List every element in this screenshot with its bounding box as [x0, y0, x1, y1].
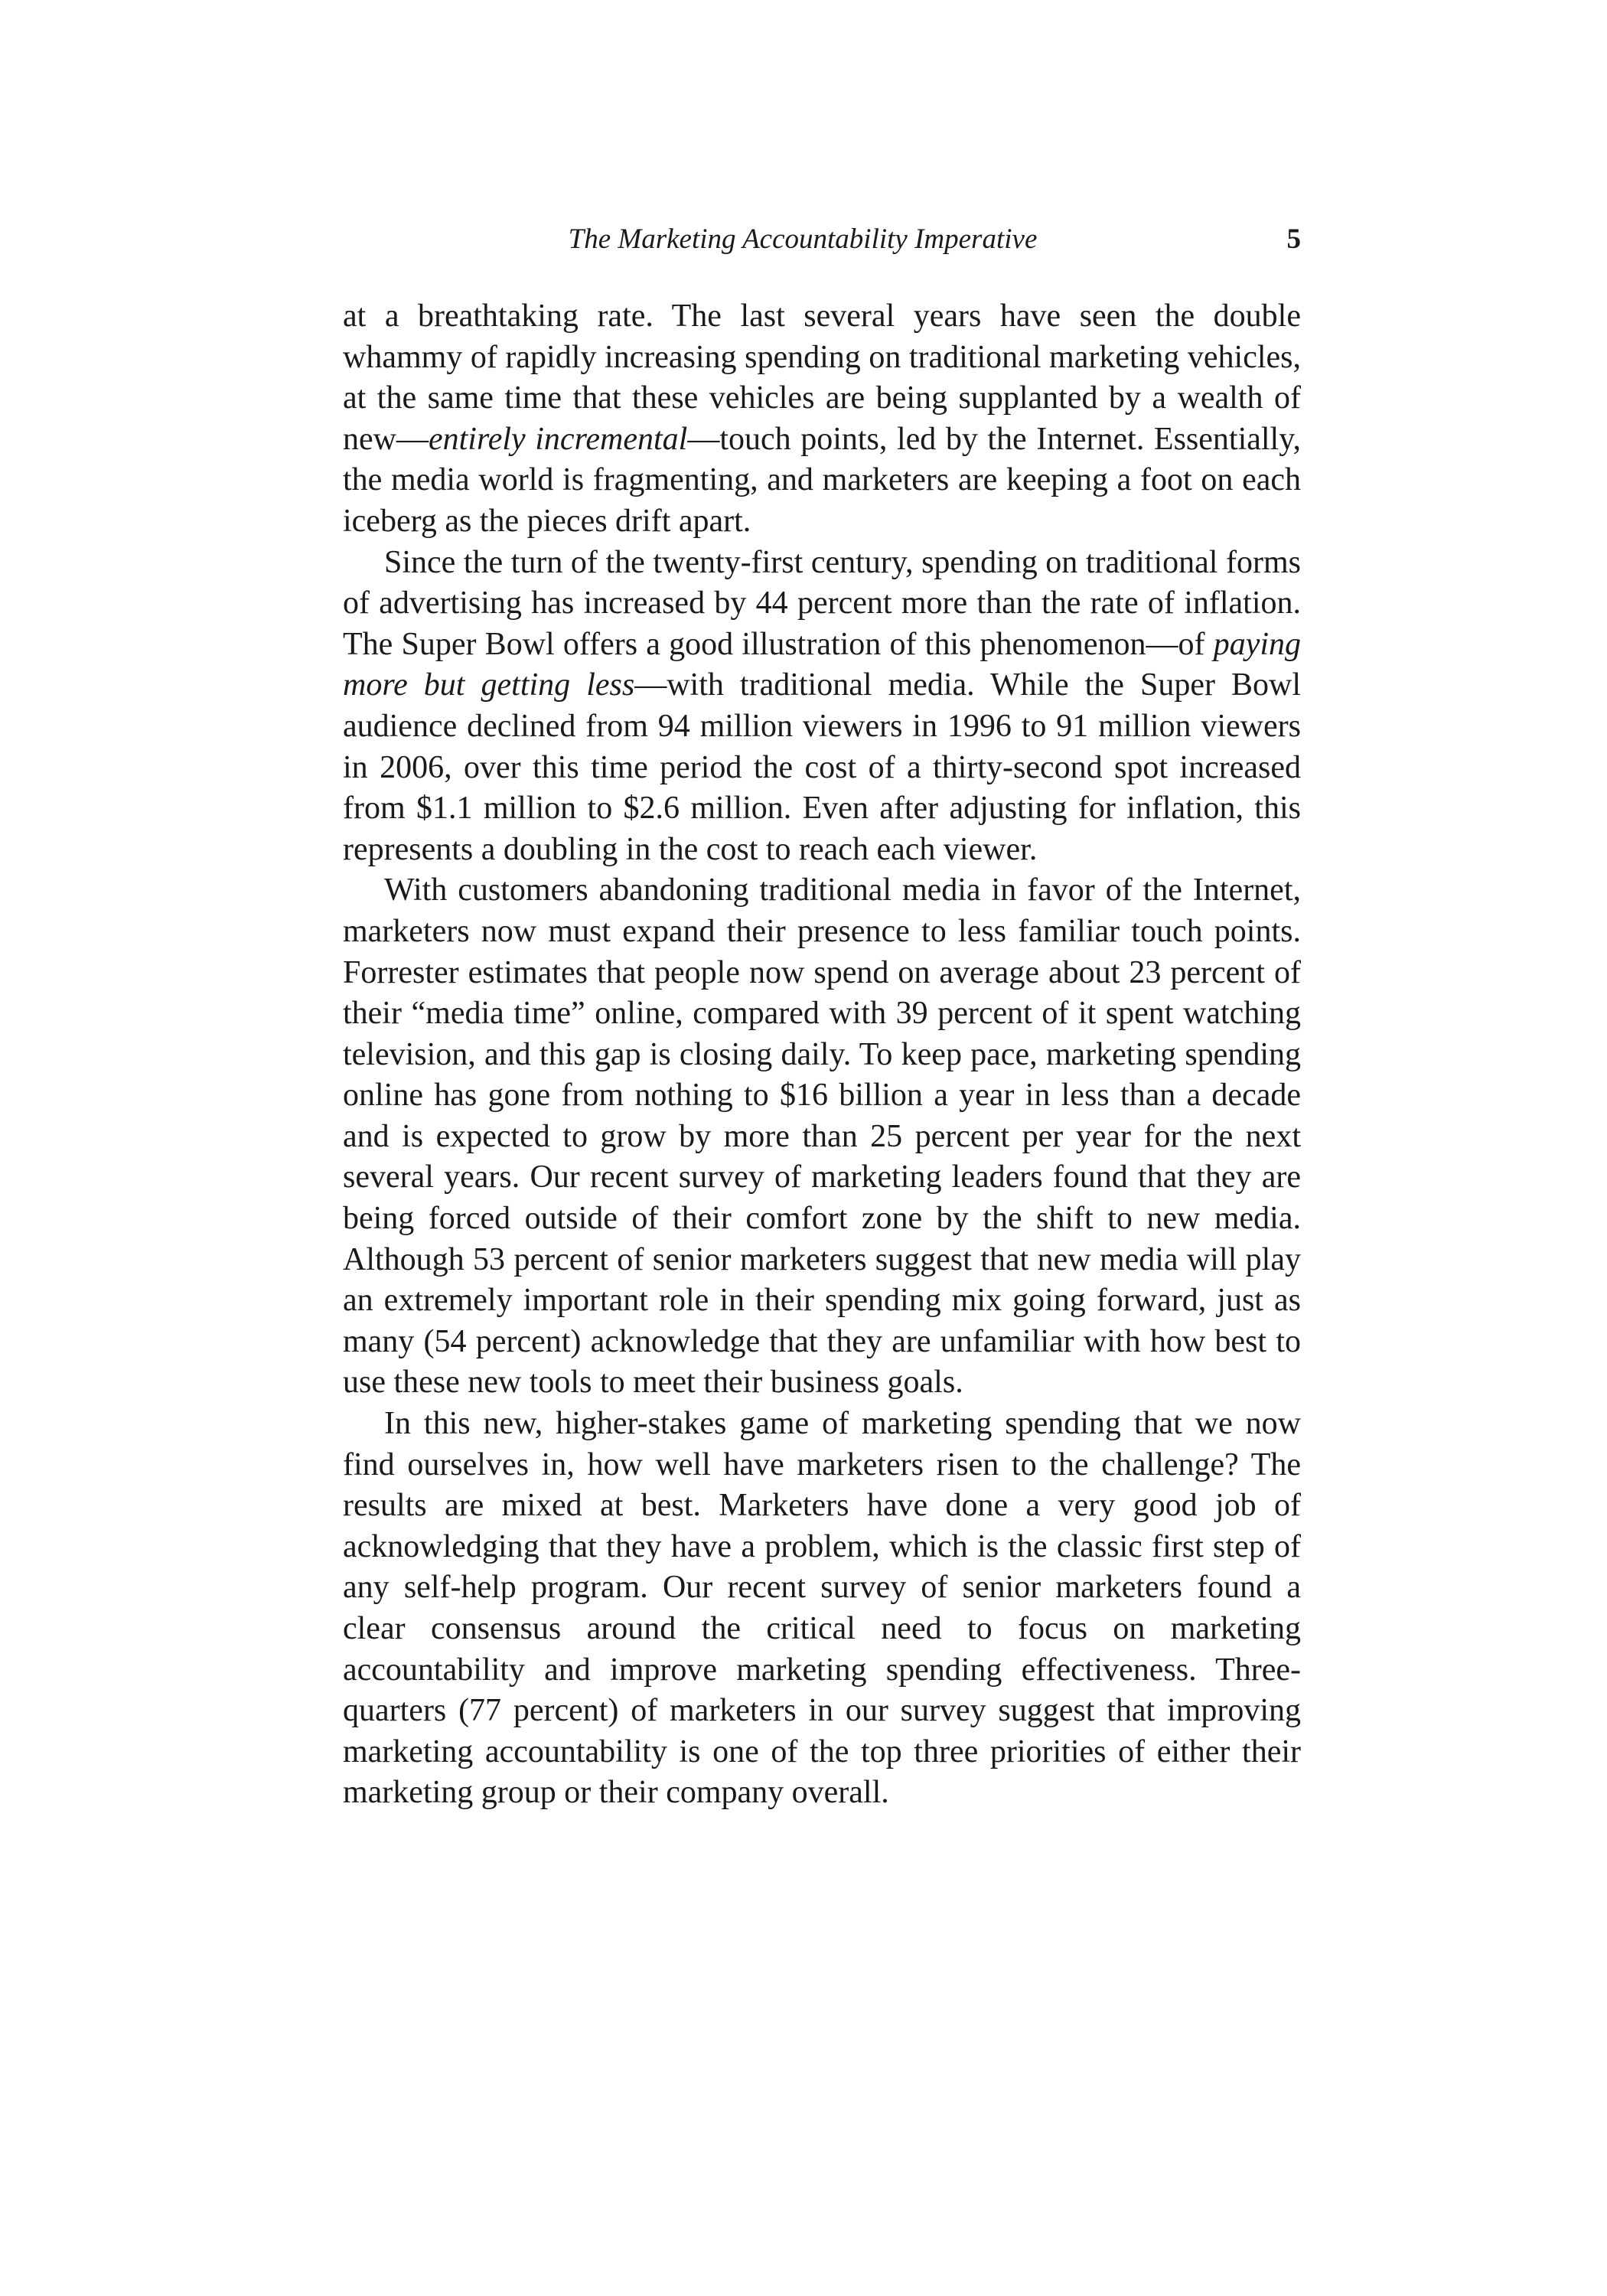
paragraph-2-text-end: —with traditional media. While the Super Bowl audience declined from 94 million viewers in 1996 to 91 million viewers in 2006, over this time period the cost of a thirty-second spot increased from $1.1 million to $2.6 million. Even after adjusting for inflation, this represents a doubling in the cost to reach each viewer. [343, 667, 1302, 867]
paragraph-2 [343, 543, 1301, 871]
paragraph-1-emphasis: entirely incremental [428, 421, 688, 457]
paragraph-2-emphasis: paying more but getting less [343, 626, 1301, 703]
running-title: The Marketing Accountability Imperative [568, 223, 1038, 255]
paragraph-4: In this new, higher-stakes game of marketing spending that we now find ourselves in, how well have marketers risen to the challenge? The results are mixed at best. Marketers have done a very good job of acknowledging that they have a problem, which is the classic first step of any self-help program. Our recent survey of senior marketers found a clear consensus around the critical need to focus on marketing accountability and improve marketing spending effectiveness. Three-quarters (77 percent) of marketers in our survey suggest that improving marketing accountability is one of the top three priorities of either their marketing group or their company overall. [343, 1406, 1301, 1811]
paragraph-1 [343, 296, 1301, 543]
running-head [343, 220, 1301, 259]
page-number: 5 [1286, 223, 1301, 255]
paragraph-1-text-end: —touch points, led by the Internet. Essentially, the media world is fragmenting, and marketers are keeping a foot on each iceberg as the pieces drift apart. [343, 421, 1301, 539]
body-text [343, 296, 1301, 1814]
paragraph-1-text: at a breathtaking rate. The last several years have seen the double whammy of rapidly increasing spending on traditional marketing vehicles, at the same time that these vehicles are being supplanted by a wealth of new— [343, 298, 1301, 457]
paragraph-2-text: Since the turn of the twenty-first century, spending on traditional forms of advertising has increased by 44 percent more than the rate of inflation. The Super Bowl offers a good illustration of this phenomenon—of [343, 544, 1301, 662]
paragraph-3: With customers abandoning traditional media in favor of the Internet, marketers now must expand their presence to less familiar touch points. Forrester estimates that people now spend on average about 23 percent of their “media time” online, compared with 39 percent of it spent watching television, and this gap is closing daily. To keep pace, marketing spending online has gone from nothing to $16 billion a year in less than a decade and is expected to grow by more than 25 percent per year for the next several years. Our recent survey of marketing leaders found that they are being forced outside of their comfort zone by the shift to new media. Although 53 percent of senior marketers suggest that new media will play an extremely important role in their spending mix going forward, just as many (54 percent) acknowledge that they are unfamiliar with how best to use these new tools to meet their business goals. [343, 872, 1301, 1401]
